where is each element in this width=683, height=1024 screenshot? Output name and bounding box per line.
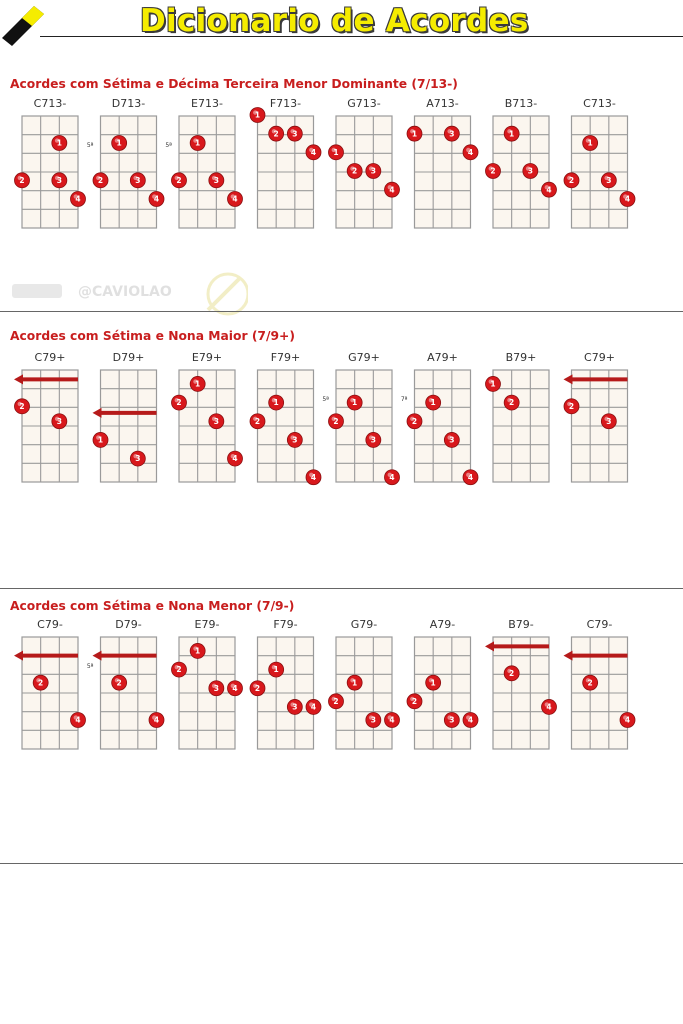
section-title: Acordes com Sétima e Nona Menor (7/9-) [10, 599, 295, 613]
finger-number: 4 [467, 147, 474, 157]
watermark-text: @CAVIOLAO [78, 284, 172, 300]
barre-arrow-icon [14, 374, 23, 384]
chord-name: A79+ [427, 351, 458, 364]
finger-number: 1 [587, 138, 593, 148]
finger-number: 4 [75, 715, 81, 725]
finger-number: 4 [153, 715, 160, 725]
barre-arrow-icon [14, 651, 23, 661]
finger-number: 3 [135, 175, 141, 185]
header-divider [40, 36, 683, 37]
finger-number: 4 [389, 185, 395, 195]
finger-number: 1 [254, 110, 261, 120]
finger-number: 1 [411, 129, 418, 139]
barre-arrow-icon [93, 651, 102, 661]
chord-name: E79+ [191, 351, 223, 364]
finger-number: 4 [310, 472, 317, 482]
finger-number: 3 [213, 683, 219, 693]
finger-number: 1 [195, 379, 201, 389]
finger-number: 1 [352, 398, 358, 408]
finger-number: 1 [97, 435, 104, 445]
chord-diagram [486, 97, 557, 228]
chord-diagram [14, 351, 78, 482]
finger-number: 3 [449, 715, 455, 725]
chord-name: F79- [273, 618, 298, 631]
finger-number: 2 [116, 678, 122, 688]
chord-diagram [165, 97, 242, 228]
chord-name: C79+ [34, 351, 66, 364]
chord-name: D713- [111, 97, 146, 110]
finger-number: 2 [97, 175, 104, 185]
finger-number: 2 [490, 166, 496, 176]
finger-number: 4 [232, 454, 238, 464]
finger-number: 4 [389, 472, 395, 482]
chord-name: B713- [504, 97, 538, 110]
fret-number: 5ª [86, 663, 94, 670]
chord-name: C713- [583, 97, 616, 110]
finger-number: 3 [292, 129, 298, 139]
chord-row-7-9-major [0, 350, 683, 490]
finger-number: 3 [213, 175, 219, 185]
finger-number: 2 [509, 398, 515, 408]
chord-diagram [329, 618, 400, 749]
finger-number: 2 [38, 678, 44, 688]
chord-name: B79- [508, 618, 534, 631]
fret-number: 5ª [322, 396, 329, 403]
finger-number: 2 [333, 416, 339, 426]
chord-diagram [485, 618, 557, 749]
finger-number: 2 [19, 175, 25, 185]
finger-number: 3 [56, 175, 62, 185]
chord-diagram [329, 97, 400, 228]
chord-row-7-13-minor [0, 96, 683, 236]
chord-diagram [401, 351, 478, 485]
logo-icon [0, 0, 50, 52]
finger-number: 4 [624, 715, 631, 725]
finger-number: 2 [19, 401, 25, 411]
section-divider [0, 863, 683, 864]
finger-number: 1 [509, 129, 515, 139]
finger-number: 2 [254, 683, 261, 693]
finger-number: 3 [56, 416, 62, 426]
barre-arrow-icon [93, 408, 102, 418]
chord-diagram [407, 618, 478, 749]
chord-name: F79+ [270, 351, 301, 364]
finger-number: 2 [176, 665, 182, 675]
finger-number: 3 [449, 435, 455, 445]
chord-diagram [322, 351, 399, 485]
chord-diagram [564, 618, 636, 749]
finger-number: 1 [430, 398, 436, 408]
finger-number: 1 [195, 646, 201, 656]
chord-diagram [250, 97, 321, 228]
section-title: Acordes com Sétima e Nona Maior (7/9+) [10, 329, 295, 343]
fret-number: 7ª [400, 396, 408, 403]
finger-number: 1 [56, 138, 62, 148]
finger-number: 1 [195, 138, 201, 148]
finger-number: 2 [509, 668, 515, 678]
finger-number: 3 [370, 435, 376, 445]
finger-number: 1 [333, 147, 339, 157]
section-title: Acordes com Sétima e Décima Terceira Menor Dominante (7/13-) [10, 77, 458, 91]
finger-number: 3 [606, 416, 612, 426]
chord-name: E79- [194, 618, 220, 631]
finger-number: 2 [333, 696, 339, 706]
finger-number: 4 [75, 194, 81, 204]
finger-number: 4 [624, 194, 631, 204]
fret-number: 5ª [86, 142, 94, 149]
chord-diagram [14, 618, 86, 749]
section-divider [0, 311, 683, 312]
chord-diagram [172, 351, 243, 482]
finger-number: 4 [232, 194, 238, 204]
chord-name: C79- [586, 618, 613, 631]
finger-number: 1 [352, 678, 358, 688]
finger-number: 2 [254, 416, 261, 426]
chord-name: F713- [269, 97, 302, 110]
barre-arrow-icon [485, 641, 494, 651]
finger-number: 2 [176, 398, 182, 408]
section-divider [0, 588, 683, 589]
chord-diagram [93, 351, 157, 482]
chord-diagram [87, 618, 164, 749]
chord-diagram [87, 97, 164, 228]
chord-row-7-9-minor [0, 617, 683, 757]
finger-number: 3 [527, 166, 533, 176]
finger-number: 4 [467, 472, 474, 482]
finger-number: 1 [273, 398, 279, 408]
finger-number: 1 [490, 379, 496, 389]
finger-number: 4 [310, 147, 317, 157]
finger-number: 2 [568, 175, 575, 185]
finger-number: 1 [116, 138, 122, 148]
finger-number: 1 [273, 665, 279, 675]
chord-diagram [172, 618, 243, 749]
chord-name: C713- [33, 97, 67, 110]
finger-number: 3 [370, 715, 376, 725]
finger-number: 4 [153, 194, 160, 204]
finger-number: 2 [176, 175, 182, 185]
finger-number: 2 [352, 166, 358, 176]
chord-diagram [15, 97, 86, 228]
finger-number: 3 [292, 435, 298, 445]
chord-diagram [564, 97, 635, 228]
barre-arrow-icon [564, 374, 573, 384]
finger-number: 1 [430, 678, 436, 688]
finger-number: 4 [389, 715, 395, 725]
finger-number: 3 [606, 175, 612, 185]
chord-name: A713- [426, 97, 459, 110]
header [0, 0, 683, 40]
finger-number: 3 [449, 129, 455, 139]
chord-diagram [486, 351, 550, 482]
chord-diagram [564, 351, 628, 482]
finger-number: 2 [273, 129, 279, 139]
chord-name: B79+ [505, 351, 537, 364]
fret-number: 5ª [165, 142, 172, 149]
chord-name: E713- [191, 97, 223, 110]
chord-name: C79+ [584, 351, 615, 364]
finger-number: 3 [213, 416, 219, 426]
barre-arrow-icon [564, 651, 573, 661]
finger-number: 4 [546, 702, 552, 712]
finger-number: 2 [587, 678, 593, 688]
finger-number: 4 [546, 185, 552, 195]
page-title: Dicionario de Acordes [140, 3, 529, 39]
finger-number: 2 [411, 696, 418, 706]
chord-name: G79- [350, 618, 378, 631]
chord-name: C79- [37, 618, 63, 631]
chord-diagram [407, 97, 478, 228]
chord-name: G713- [347, 97, 381, 110]
finger-number: 2 [568, 401, 575, 411]
finger-number: 4 [310, 702, 317, 712]
finger-number: 3 [135, 454, 141, 464]
chord-name: G79+ [348, 351, 380, 364]
finger-number: 2 [411, 416, 418, 426]
chord-name: A79- [429, 618, 456, 631]
finger-number: 3 [370, 166, 376, 176]
finger-number: 3 [292, 702, 298, 712]
finger-number: 4 [232, 683, 238, 693]
finger-number: 4 [467, 715, 474, 725]
chord-name: D79+ [112, 351, 145, 364]
chord-diagram [250, 351, 321, 485]
chord-name: D79- [115, 618, 142, 631]
chord-diagram [250, 618, 321, 749]
